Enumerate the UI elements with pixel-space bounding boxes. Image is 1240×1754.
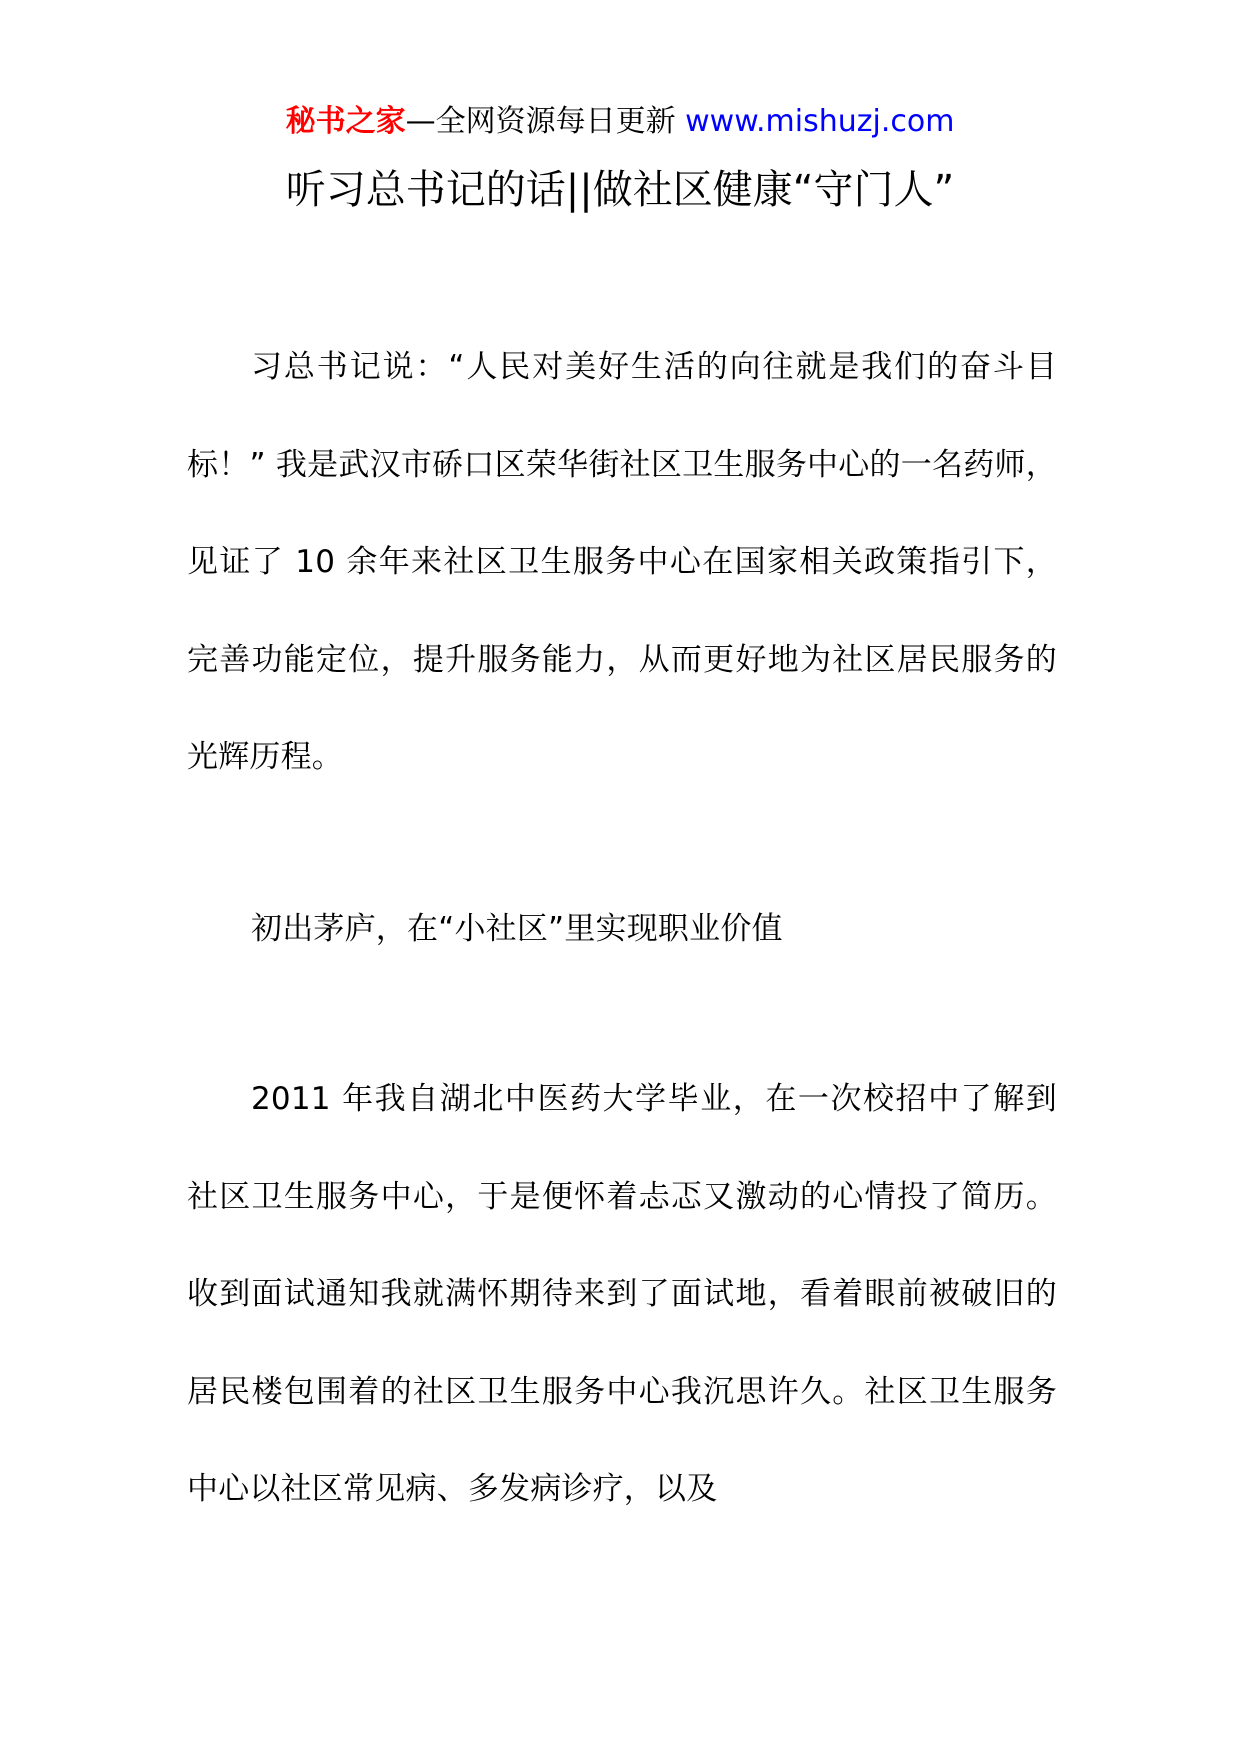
document-title: 听习总书记的话||做社区健康“守门人” <box>285 167 955 213</box>
body-paragraph <box>187 319 1057 807</box>
section-heading <box>187 881 1057 979</box>
header-slogan: —全网资源每日更新 <box>405 104 676 139</box>
brand-name: 秘书之家 <box>285 104 406 139</box>
body-paragraph <box>187 1051 1057 1539</box>
paragraph-text: 习总书记说：“人民对美好生活的向往就是我们的奋斗目标！” 我是武汉市硚口区荣华街社区卫生服务中心的一名药师，见证了 10 余年来社区卫生服务中心在国家相关政策指引下，完善功能定位，提升服务能力，从而更好地为社区居民服务的光辉历程。 <box>187 349 1057 776</box>
section-heading-text: 初出茅庐，在“小社区”里实现职业价值 <box>251 911 783 947</box>
site-header <box>0 100 1240 144</box>
paragraph-text: 2011 年我自湖北中医药大学毕业，在一次校招中了解到社区卫生服务中心，于是便怀着忐忑又激动的心情投了简历。收到面试通知我就满怀期待来到了面试地，看着眼前被破旧的居民楼包围着的社区卫生服务中心我沉思许久。社区卫生服务中心以社区常见病、多发病诊疗，以及 <box>187 1081 1057 1508</box>
site-url-link[interactable]: www.mishuzj.com <box>685 104 955 139</box>
